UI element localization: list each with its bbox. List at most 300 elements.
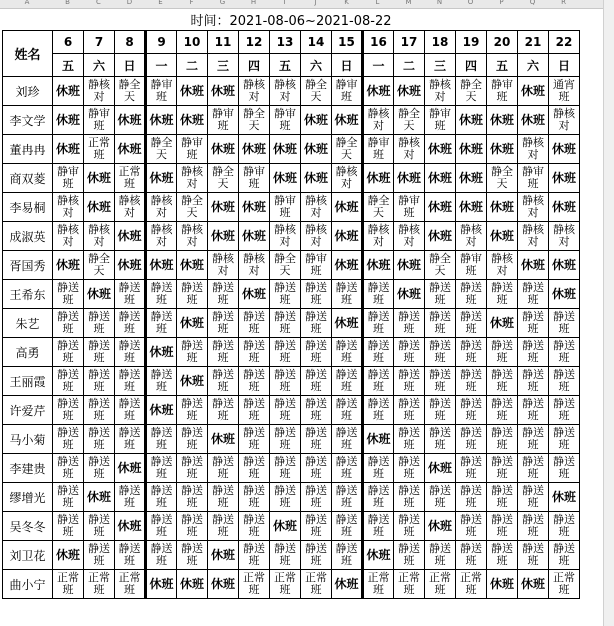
shift-cell[interactable]: 静送班: [425, 483, 456, 512]
date-cell[interactable]: 13: [270, 31, 301, 54]
shift-cell[interactable]: 休班: [363, 541, 394, 570]
shift-cell[interactable]: 休班: [146, 338, 177, 367]
shift-cell[interactable]: 休班: [549, 164, 580, 193]
shift-cell[interactable]: 静审班: [239, 164, 270, 193]
shift-cell[interactable]: 静送班: [332, 425, 363, 454]
shift-cell[interactable]: 静送班: [549, 541, 580, 570]
shift-cell[interactable]: 静送班: [332, 541, 363, 570]
shift-cell[interactable]: 休班: [425, 193, 456, 222]
shift-cell[interactable]: 休班: [394, 280, 425, 309]
shift-cell[interactable]: 静审班: [518, 164, 549, 193]
shift-cell[interactable]: 休班: [53, 77, 84, 106]
shift-cell[interactable]: 休班: [363, 425, 394, 454]
date-cell[interactable]: 16: [363, 31, 394, 54]
shift-cell[interactable]: 静送班: [53, 280, 84, 309]
column-letter[interactable]: I: [283, 0, 286, 6]
shift-cell[interactable]: 休班: [363, 251, 394, 280]
employee-name[interactable]: 李建贵: [3, 454, 53, 483]
weekday-cell[interactable]: 日: [332, 54, 363, 77]
shift-cell[interactable]: 静核对: [549, 222, 580, 251]
shift-cell[interactable]: 休班: [487, 135, 518, 164]
date-cell[interactable]: 20: [487, 31, 518, 54]
shift-cell[interactable]: 休班: [239, 135, 270, 164]
shift-cell[interactable]: 休班: [146, 106, 177, 135]
shift-cell[interactable]: 休班: [53, 541, 84, 570]
shift-cell[interactable]: 静送班: [456, 338, 487, 367]
shift-cell[interactable]: 休班: [146, 570, 177, 599]
employee-name[interactable]: 曲小宁: [3, 570, 53, 599]
employee-name[interactable]: 王希东: [3, 280, 53, 309]
shift-cell[interactable]: 静核对: [53, 222, 84, 251]
column-letter[interactable]: F: [189, 0, 194, 6]
shift-cell[interactable]: 静送班: [394, 338, 425, 367]
shift-cell[interactable]: 静送班: [301, 512, 332, 541]
shift-cell[interactable]: 休班: [115, 135, 146, 164]
employee-name[interactable]: 吴冬冬: [3, 512, 53, 541]
shift-cell[interactable]: 静送班: [518, 483, 549, 512]
shift-cell[interactable]: 休班: [208, 135, 239, 164]
weekday-cell[interactable]: 三: [208, 54, 239, 77]
shift-cell[interactable]: 正常班: [301, 570, 332, 599]
column-letter[interactable]: O: [467, 0, 474, 6]
shift-cell[interactable]: 静送班: [208, 454, 239, 483]
shift-cell[interactable]: 静核对: [239, 77, 270, 106]
date-cell[interactable]: 9: [146, 31, 177, 54]
column-letter[interactable]: J: [314, 0, 317, 6]
shift-cell[interactable]: 静审班: [456, 251, 487, 280]
shift-cell[interactable]: 静送班: [115, 541, 146, 570]
shift-cell[interactable]: 休班: [301, 135, 332, 164]
shift-cell[interactable]: 休班: [208, 541, 239, 570]
shift-cell[interactable]: 静送班: [146, 367, 177, 396]
shift-cell[interactable]: 静送班: [394, 309, 425, 338]
shift-cell[interactable]: 休班: [208, 570, 239, 599]
shift-cell[interactable]: 休班: [208, 77, 239, 106]
shift-cell[interactable]: 静送班: [239, 425, 270, 454]
shift-cell[interactable]: 休班: [53, 135, 84, 164]
shift-cell[interactable]: 正常班: [363, 570, 394, 599]
shift-cell[interactable]: 休班: [270, 512, 301, 541]
shift-cell[interactable]: 静审班: [487, 77, 518, 106]
shift-cell[interactable]: 静送班: [363, 309, 394, 338]
shift-cell[interactable]: 静送班: [177, 396, 208, 425]
shift-cell[interactable]: 静审班: [84, 106, 115, 135]
shift-cell[interactable]: 静送班: [394, 541, 425, 570]
shift-cell[interactable]: 静送班: [270, 483, 301, 512]
shift-cell[interactable]: 静送班: [332, 483, 363, 512]
shift-cell[interactable]: 休班: [177, 570, 208, 599]
shift-cell[interactable]: 静送班: [177, 280, 208, 309]
shift-cell[interactable]: 静送班: [332, 338, 363, 367]
shift-cell[interactable]: 静送班: [456, 541, 487, 570]
employee-name[interactable]: 胥国秀: [3, 251, 53, 280]
weekday-cell[interactable]: 二: [394, 54, 425, 77]
shift-cell[interactable]: 休班: [487, 222, 518, 251]
employee-name[interactable]: 商双菱: [3, 164, 53, 193]
shift-cell[interactable]: 静送班: [363, 396, 394, 425]
shift-cell[interactable]: 静审班: [363, 135, 394, 164]
shift-cell[interactable]: 静送班: [208, 512, 239, 541]
shift-cell[interactable]: 静送班: [301, 396, 332, 425]
shift-cell[interactable]: 静送班: [270, 425, 301, 454]
shift-cell[interactable]: 静核对: [394, 135, 425, 164]
shift-cell[interactable]: 休班: [115, 512, 146, 541]
shift-cell[interactable]: 静送班: [487, 512, 518, 541]
shift-cell[interactable]: 静送班: [84, 512, 115, 541]
shift-cell[interactable]: 休班: [177, 251, 208, 280]
shift-cell[interactable]: 休班: [487, 193, 518, 222]
shift-cell[interactable]: 正常班: [53, 570, 84, 599]
shift-cell[interactable]: 休班: [239, 222, 270, 251]
shift-cell[interactable]: 静送班: [549, 454, 580, 483]
shift-cell[interactable]: 休班: [549, 135, 580, 164]
shift-cell[interactable]: 休班: [394, 164, 425, 193]
column-letter[interactable]: M: [405, 0, 412, 6]
shift-cell[interactable]: 休班: [456, 164, 487, 193]
shift-cell[interactable]: 静核对: [301, 222, 332, 251]
shift-cell[interactable]: 休班: [239, 193, 270, 222]
shift-cell[interactable]: 正常班: [84, 570, 115, 599]
shift-cell[interactable]: 静全天: [425, 251, 456, 280]
shift-cell[interactable]: 静核对: [177, 164, 208, 193]
shift-cell[interactable]: 静送班: [487, 541, 518, 570]
weekday-cell[interactable]: 五: [53, 54, 84, 77]
shift-cell[interactable]: 静送班: [332, 454, 363, 483]
shift-cell[interactable]: 静送班: [301, 425, 332, 454]
shift-cell[interactable]: 静送班: [146, 541, 177, 570]
shift-cell[interactable]: 静送班: [239, 483, 270, 512]
shift-cell[interactable]: 静送班: [394, 454, 425, 483]
shift-cell[interactable]: 静送班: [456, 512, 487, 541]
shift-cell[interactable]: 静送班: [115, 309, 146, 338]
shift-cell[interactable]: 静送班: [177, 425, 208, 454]
shift-cell[interactable]: 休班: [115, 106, 146, 135]
weekday-cell[interactable]: 日: [549, 54, 580, 77]
shift-cell[interactable]: 静送班: [549, 396, 580, 425]
shift-cell[interactable]: 静送班: [549, 425, 580, 454]
shift-cell[interactable]: 静送班: [53, 309, 84, 338]
column-letter[interactable]: C: [96, 0, 101, 6]
shift-cell[interactable]: 静核对: [208, 251, 239, 280]
column-letter[interactable]: Q: [529, 0, 536, 6]
shift-cell[interactable]: 休班: [115, 251, 146, 280]
shift-cell[interactable]: 静送班: [394, 396, 425, 425]
employee-name[interactable]: 马小菊: [3, 425, 53, 454]
shift-cell[interactable]: 静送班: [115, 396, 146, 425]
shift-cell[interactable]: 静送班: [239, 541, 270, 570]
shift-cell[interactable]: 静送班: [518, 425, 549, 454]
shift-cell[interactable]: 休班: [177, 309, 208, 338]
shift-cell[interactable]: 正常班: [115, 164, 146, 193]
shift-cell[interactable]: 休班: [363, 164, 394, 193]
shift-cell[interactable]: 休班: [363, 77, 394, 106]
date-cell[interactable]: 21: [518, 31, 549, 54]
weekday-cell[interactable]: 二: [177, 54, 208, 77]
shift-cell[interactable]: 休班: [425, 164, 456, 193]
shift-cell[interactable]: 静送班: [177, 541, 208, 570]
shift-cell[interactable]: 静送班: [456, 309, 487, 338]
shift-cell[interactable]: 静审班: [394, 193, 425, 222]
shift-cell[interactable]: 静送班: [115, 425, 146, 454]
shift-cell[interactable]: 静送班: [394, 425, 425, 454]
shift-cell[interactable]: 静送班: [425, 338, 456, 367]
shift-cell[interactable]: 休班: [518, 77, 549, 106]
shift-cell[interactable]: 静送班: [332, 280, 363, 309]
shift-cell[interactable]: 静核对: [146, 222, 177, 251]
shift-cell[interactable]: 静送班: [456, 483, 487, 512]
shift-cell[interactable]: 静送班: [239, 454, 270, 483]
shift-cell[interactable]: 静送班: [146, 512, 177, 541]
shift-cell[interactable]: 静送班: [301, 367, 332, 396]
shift-cell[interactable]: 休班: [549, 251, 580, 280]
employee-name[interactable]: 董冉冉: [3, 135, 53, 164]
shift-cell[interactable]: 静送班: [332, 396, 363, 425]
shift-cell[interactable]: 静送班: [394, 512, 425, 541]
shift-cell[interactable]: 静全天: [208, 164, 239, 193]
sheet-title[interactable]: 时间：2021-08-06~2021-08-22: [3, 8, 580, 31]
shift-cell[interactable]: 静核对: [425, 77, 456, 106]
shift-cell[interactable]: 静送班: [518, 512, 549, 541]
weekday-cell[interactable]: 日: [115, 54, 146, 77]
date-cell[interactable]: 22: [549, 31, 580, 54]
column-letter[interactable]: D: [126, 0, 133, 6]
shift-cell[interactable]: 静送班: [84, 541, 115, 570]
shift-cell[interactable]: 静核对: [363, 222, 394, 251]
shift-cell[interactable]: 静核对: [84, 77, 115, 106]
shift-cell[interactable]: 休班: [332, 570, 363, 599]
shift-cell[interactable]: 静送班: [487, 280, 518, 309]
weekday-cell[interactable]: 六: [84, 54, 115, 77]
shift-cell[interactable]: 静审班: [208, 106, 239, 135]
shift-cell[interactable]: 静送班: [487, 483, 518, 512]
shift-cell[interactable]: 休班: [177, 106, 208, 135]
shift-cell[interactable]: 静全天: [487, 164, 518, 193]
shift-cell[interactable]: 静全天: [363, 193, 394, 222]
shift-cell[interactable]: 静全天: [115, 77, 146, 106]
shift-cell[interactable]: 静送班: [270, 541, 301, 570]
shift-cell[interactable]: 静送班: [239, 338, 270, 367]
shift-cell[interactable]: 静核对: [270, 222, 301, 251]
weekday-cell[interactable]: 一: [363, 54, 394, 77]
shift-cell[interactable]: 休班: [456, 193, 487, 222]
shift-cell[interactable]: 休班: [270, 135, 301, 164]
shift-cell[interactable]: 休班: [146, 164, 177, 193]
employee-name[interactable]: 高勇: [3, 338, 53, 367]
column-letter[interactable]: P: [499, 0, 504, 6]
column-letter[interactable]: A: [24, 0, 30, 6]
shift-cell[interactable]: 休班: [146, 396, 177, 425]
shift-cell[interactable]: 静送班: [425, 309, 456, 338]
shift-cell[interactable]: 休班: [332, 106, 363, 135]
shift-cell[interactable]: 休班: [549, 483, 580, 512]
shift-cell[interactable]: 静全天: [177, 193, 208, 222]
shift-cell[interactable]: 静送班: [301, 280, 332, 309]
shift-cell[interactable]: 静核对: [115, 193, 146, 222]
shift-cell[interactable]: 静送班: [84, 309, 115, 338]
weekday-cell[interactable]: 四: [456, 54, 487, 77]
weekday-cell[interactable]: 三: [425, 54, 456, 77]
column-letter[interactable]: L: [375, 0, 380, 6]
shift-cell[interactable]: 静送班: [146, 454, 177, 483]
date-cell[interactable]: 18: [425, 31, 456, 54]
date-cell[interactable]: 11: [208, 31, 239, 54]
shift-cell[interactable]: 静送班: [53, 396, 84, 425]
shift-cell[interactable]: 静送班: [363, 512, 394, 541]
shift-cell[interactable]: 静送班: [487, 454, 518, 483]
date-cell[interactable]: 15: [332, 31, 363, 54]
shift-cell[interactable]: 静送班: [549, 512, 580, 541]
shift-cell[interactable]: 休班: [53, 251, 84, 280]
shift-cell[interactable]: 静送班: [177, 454, 208, 483]
shift-cell[interactable]: 正常班: [84, 135, 115, 164]
shift-cell[interactable]: 休班: [208, 425, 239, 454]
shift-cell[interactable]: 休班: [146, 251, 177, 280]
shift-cell[interactable]: 休班: [487, 106, 518, 135]
shift-cell[interactable]: 静送班: [425, 367, 456, 396]
shift-cell[interactable]: 静审班: [270, 193, 301, 222]
shift-cell[interactable]: 静审班: [177, 135, 208, 164]
shift-cell[interactable]: 静送班: [239, 367, 270, 396]
shift-cell[interactable]: 静全天: [456, 77, 487, 106]
shift-cell[interactable]: 静送班: [456, 396, 487, 425]
shift-cell[interactable]: 静全天: [270, 251, 301, 280]
shift-cell[interactable]: 静送班: [363, 367, 394, 396]
shift-cell[interactable]: 静送班: [270, 396, 301, 425]
shift-cell[interactable]: 静核对: [332, 164, 363, 193]
shift-cell[interactable]: 静送班: [208, 309, 239, 338]
shift-cell[interactable]: 静送班: [53, 512, 84, 541]
shift-cell[interactable]: 静送班: [270, 454, 301, 483]
shift-cell[interactable]: 静送班: [239, 396, 270, 425]
shift-cell[interactable]: 静送班: [518, 541, 549, 570]
shift-cell[interactable]: 静核对: [394, 222, 425, 251]
column-letter[interactable]: B: [65, 0, 70, 6]
shift-cell[interactable]: 静送班: [270, 338, 301, 367]
shift-cell[interactable]: 静送班: [301, 309, 332, 338]
shift-cell[interactable]: 静核对: [301, 193, 332, 222]
shift-cell[interactable]: 休班: [84, 193, 115, 222]
shift-cell[interactable]: 正常班: [425, 570, 456, 599]
shift-cell[interactable]: 休班: [239, 280, 270, 309]
shift-cell[interactable]: 正常班: [239, 570, 270, 599]
shift-cell[interactable]: 静核对: [456, 222, 487, 251]
shift-cell[interactable]: 休班: [332, 193, 363, 222]
shift-cell[interactable]: 静审班: [425, 106, 456, 135]
shift-cell[interactable]: 休班: [84, 483, 115, 512]
shift-cell[interactable]: 静送班: [146, 309, 177, 338]
shift-cell[interactable]: 静送班: [363, 454, 394, 483]
shift-cell[interactable]: 休班: [425, 222, 456, 251]
shift-cell[interactable]: 静核对: [518, 135, 549, 164]
shift-cell[interactable]: 静送班: [425, 280, 456, 309]
shift-cell[interactable]: 静送班: [487, 396, 518, 425]
shift-cell[interactable]: 休班: [425, 135, 456, 164]
shift-cell[interactable]: 静送班: [208, 338, 239, 367]
shift-cell[interactable]: 休班: [84, 164, 115, 193]
shift-cell[interactable]: 静送班: [549, 367, 580, 396]
shift-cell[interactable]: 休班: [518, 106, 549, 135]
shift-cell[interactable]: 静全天: [239, 106, 270, 135]
shift-cell[interactable]: 静送班: [177, 512, 208, 541]
column-letter[interactable]: E: [158, 0, 163, 6]
shift-cell[interactable]: 静送班: [518, 367, 549, 396]
shift-cell[interactable]: 正常班: [456, 570, 487, 599]
shift-cell[interactable]: 静送班: [239, 512, 270, 541]
column-letter[interactable]: G: [219, 0, 226, 6]
shift-cell[interactable]: 静送班: [239, 309, 270, 338]
shift-cell[interactable]: 静送班: [115, 280, 146, 309]
shift-cell[interactable]: 静送班: [53, 483, 84, 512]
shift-cell[interactable]: 静送班: [394, 367, 425, 396]
shift-cell[interactable]: 静送班: [84, 338, 115, 367]
shift-cell[interactable]: 静送班: [301, 454, 332, 483]
employee-name[interactable]: 刘珍: [3, 77, 53, 106]
shift-cell[interactable]: 静送班: [487, 367, 518, 396]
shift-cell[interactable]: 休班: [425, 512, 456, 541]
shift-cell[interactable]: 静全天: [84, 251, 115, 280]
employee-name[interactable]: 李易桐: [3, 193, 53, 222]
shift-cell[interactable]: 静审班: [332, 77, 363, 106]
shift-cell[interactable]: 正常班: [549, 570, 580, 599]
shift-cell[interactable]: 静送班: [208, 483, 239, 512]
shift-cell[interactable]: 休班: [84, 280, 115, 309]
shift-cell[interactable]: 静送班: [487, 338, 518, 367]
shift-cell[interactable]: 静核对: [239, 251, 270, 280]
shift-cell[interactable]: 静送班: [115, 483, 146, 512]
shift-cell[interactable]: 静审班: [146, 77, 177, 106]
shift-cell[interactable]: 静送班: [363, 338, 394, 367]
shift-cell[interactable]: 静核对: [53, 193, 84, 222]
shift-cell[interactable]: 静送班: [487, 425, 518, 454]
shift-cell[interactable]: 静送班: [208, 396, 239, 425]
shift-cell[interactable]: 静送班: [301, 338, 332, 367]
employee-name[interactable]: 缪增光: [3, 483, 53, 512]
shift-cell[interactable]: 休班: [456, 135, 487, 164]
column-letter[interactable]: N: [436, 0, 443, 6]
shift-cell[interactable]: 静送班: [84, 425, 115, 454]
shift-cell[interactable]: 休班: [208, 193, 239, 222]
shift-cell[interactable]: 静送班: [518, 338, 549, 367]
shift-cell[interactable]: 休班: [301, 164, 332, 193]
shift-cell[interactable]: 静送班: [177, 483, 208, 512]
shift-cell[interactable]: 休班: [332, 251, 363, 280]
shift-cell[interactable]: 静送班: [425, 425, 456, 454]
shift-cell[interactable]: 休班: [177, 367, 208, 396]
shift-cell[interactable]: 静送班: [53, 367, 84, 396]
shift-cell[interactable]: 静送班: [270, 367, 301, 396]
shift-cell[interactable]: 静全天: [301, 77, 332, 106]
date-cell[interactable]: 14: [301, 31, 332, 54]
employee-name[interactable]: 许爱芹: [3, 396, 53, 425]
shift-cell[interactable]: 休班: [487, 570, 518, 599]
shift-cell[interactable]: 静送班: [363, 280, 394, 309]
date-cell[interactable]: 7: [84, 31, 115, 54]
shift-cell[interactable]: 静核对: [146, 193, 177, 222]
shift-cell[interactable]: 休班: [394, 77, 425, 106]
shift-cell[interactable]: 静送班: [332, 367, 363, 396]
shift-cell[interactable]: 静送班: [115, 338, 146, 367]
shift-cell[interactable]: 静送班: [270, 280, 301, 309]
shift-cell[interactable]: 静全天: [394, 106, 425, 135]
date-cell[interactable]: 10: [177, 31, 208, 54]
name-header[interactable]: 姓名: [3, 31, 53, 77]
weekday-cell[interactable]: 六: [518, 54, 549, 77]
shift-cell[interactable]: 休班: [53, 106, 84, 135]
shift-cell[interactable]: 静送班: [394, 483, 425, 512]
shift-cell[interactable]: 正常班: [270, 570, 301, 599]
shift-cell[interactable]: 静核对: [270, 77, 301, 106]
shift-cell[interactable]: 静送班: [301, 483, 332, 512]
